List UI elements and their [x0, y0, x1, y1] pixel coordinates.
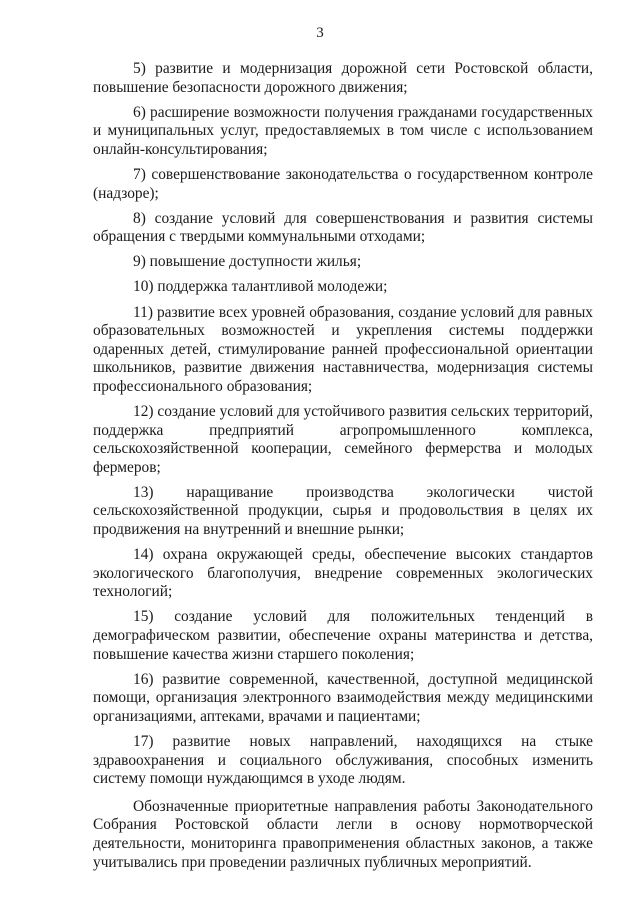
list-item-5: 5) развитие и модернизация дорожной сети Ростовской области, повышение безопасности дорожного движения;: [93, 60, 593, 96]
list-item-8: 8) создание условий для совершенствования и развития системы обращения с твердыми коммунальными отходами;: [93, 209, 593, 246]
list-item-11: 11) развитие всех уровней образования, создание условий для равных образовательных возможностей и укрепления системы поддержки одаренных детей, стимулирование ранней профессиональной ориентации школьников, развитие движения наставничества, модернизация системы профессионального образования;: [93, 303, 593, 395]
list-item-13: 13) наращивание производства экологически чистой сельскохозяйственной продукции, сырья и продовольствия в целях их продвижения на внутренний и внешние рынки;: [93, 483, 593, 539]
list-item-12: 12) создание условий для устойчивого развития сельских территорий, поддержка предприятий агропромышленного комплекса, сельскохозяйственной кооперации, семейного фермерства и молодых фермеров;: [93, 403, 593, 476]
list-item-7: 7) совершенствование законодательства о государственном контроле (надзоре);: [93, 165, 593, 202]
list-item-10: 10) поддержка талантливой молодежи;: [133, 278, 388, 296]
document-body: [93, 60, 593, 879]
list-item-9: 9) повышение доступности жилья;: [133, 253, 362, 271]
list-item-16: 16) развитие современной, качественной, доступной медицинской помощи, организация электронного взаимодействия между медицинскими организациями, аптеками, врачами и пациентами;: [93, 670, 593, 725]
closing-paragraph: Обозначенные приоритетные направления работы Законодательного Собрания Ростовской области легли в основу нормотворческой деятельности, мониторинга правоприменения областных законов, а также учитывались при проведении различных публичных мероприятий.: [93, 797, 593, 871]
list-item-17: 17) развитие новых направлений, находящихся на стыке здравоохранения и социального обслуживания, способных изменить систему помощи нуждающимся в уходе людям.: [93, 733, 593, 788]
list-item-14: 14) охрана окружающей среды, обеспечение высоких стандартов экологического благополучия, внедрение современных экологических технологий;: [93, 546, 593, 601]
list-item-6: 6) расширение возможности получения гражданами государственных и муниципальных услуг, предоставляемых в том числе с использованием онлайн-консультирования;: [93, 103, 593, 158]
list-item-15: 15) создание условий для положительных тенденций в демографическом развитии, обеспечение охраны материнства и детства, повышение качества жизни старшего поколения;: [93, 608, 593, 663]
page-number: 3: [316, 25, 324, 41]
